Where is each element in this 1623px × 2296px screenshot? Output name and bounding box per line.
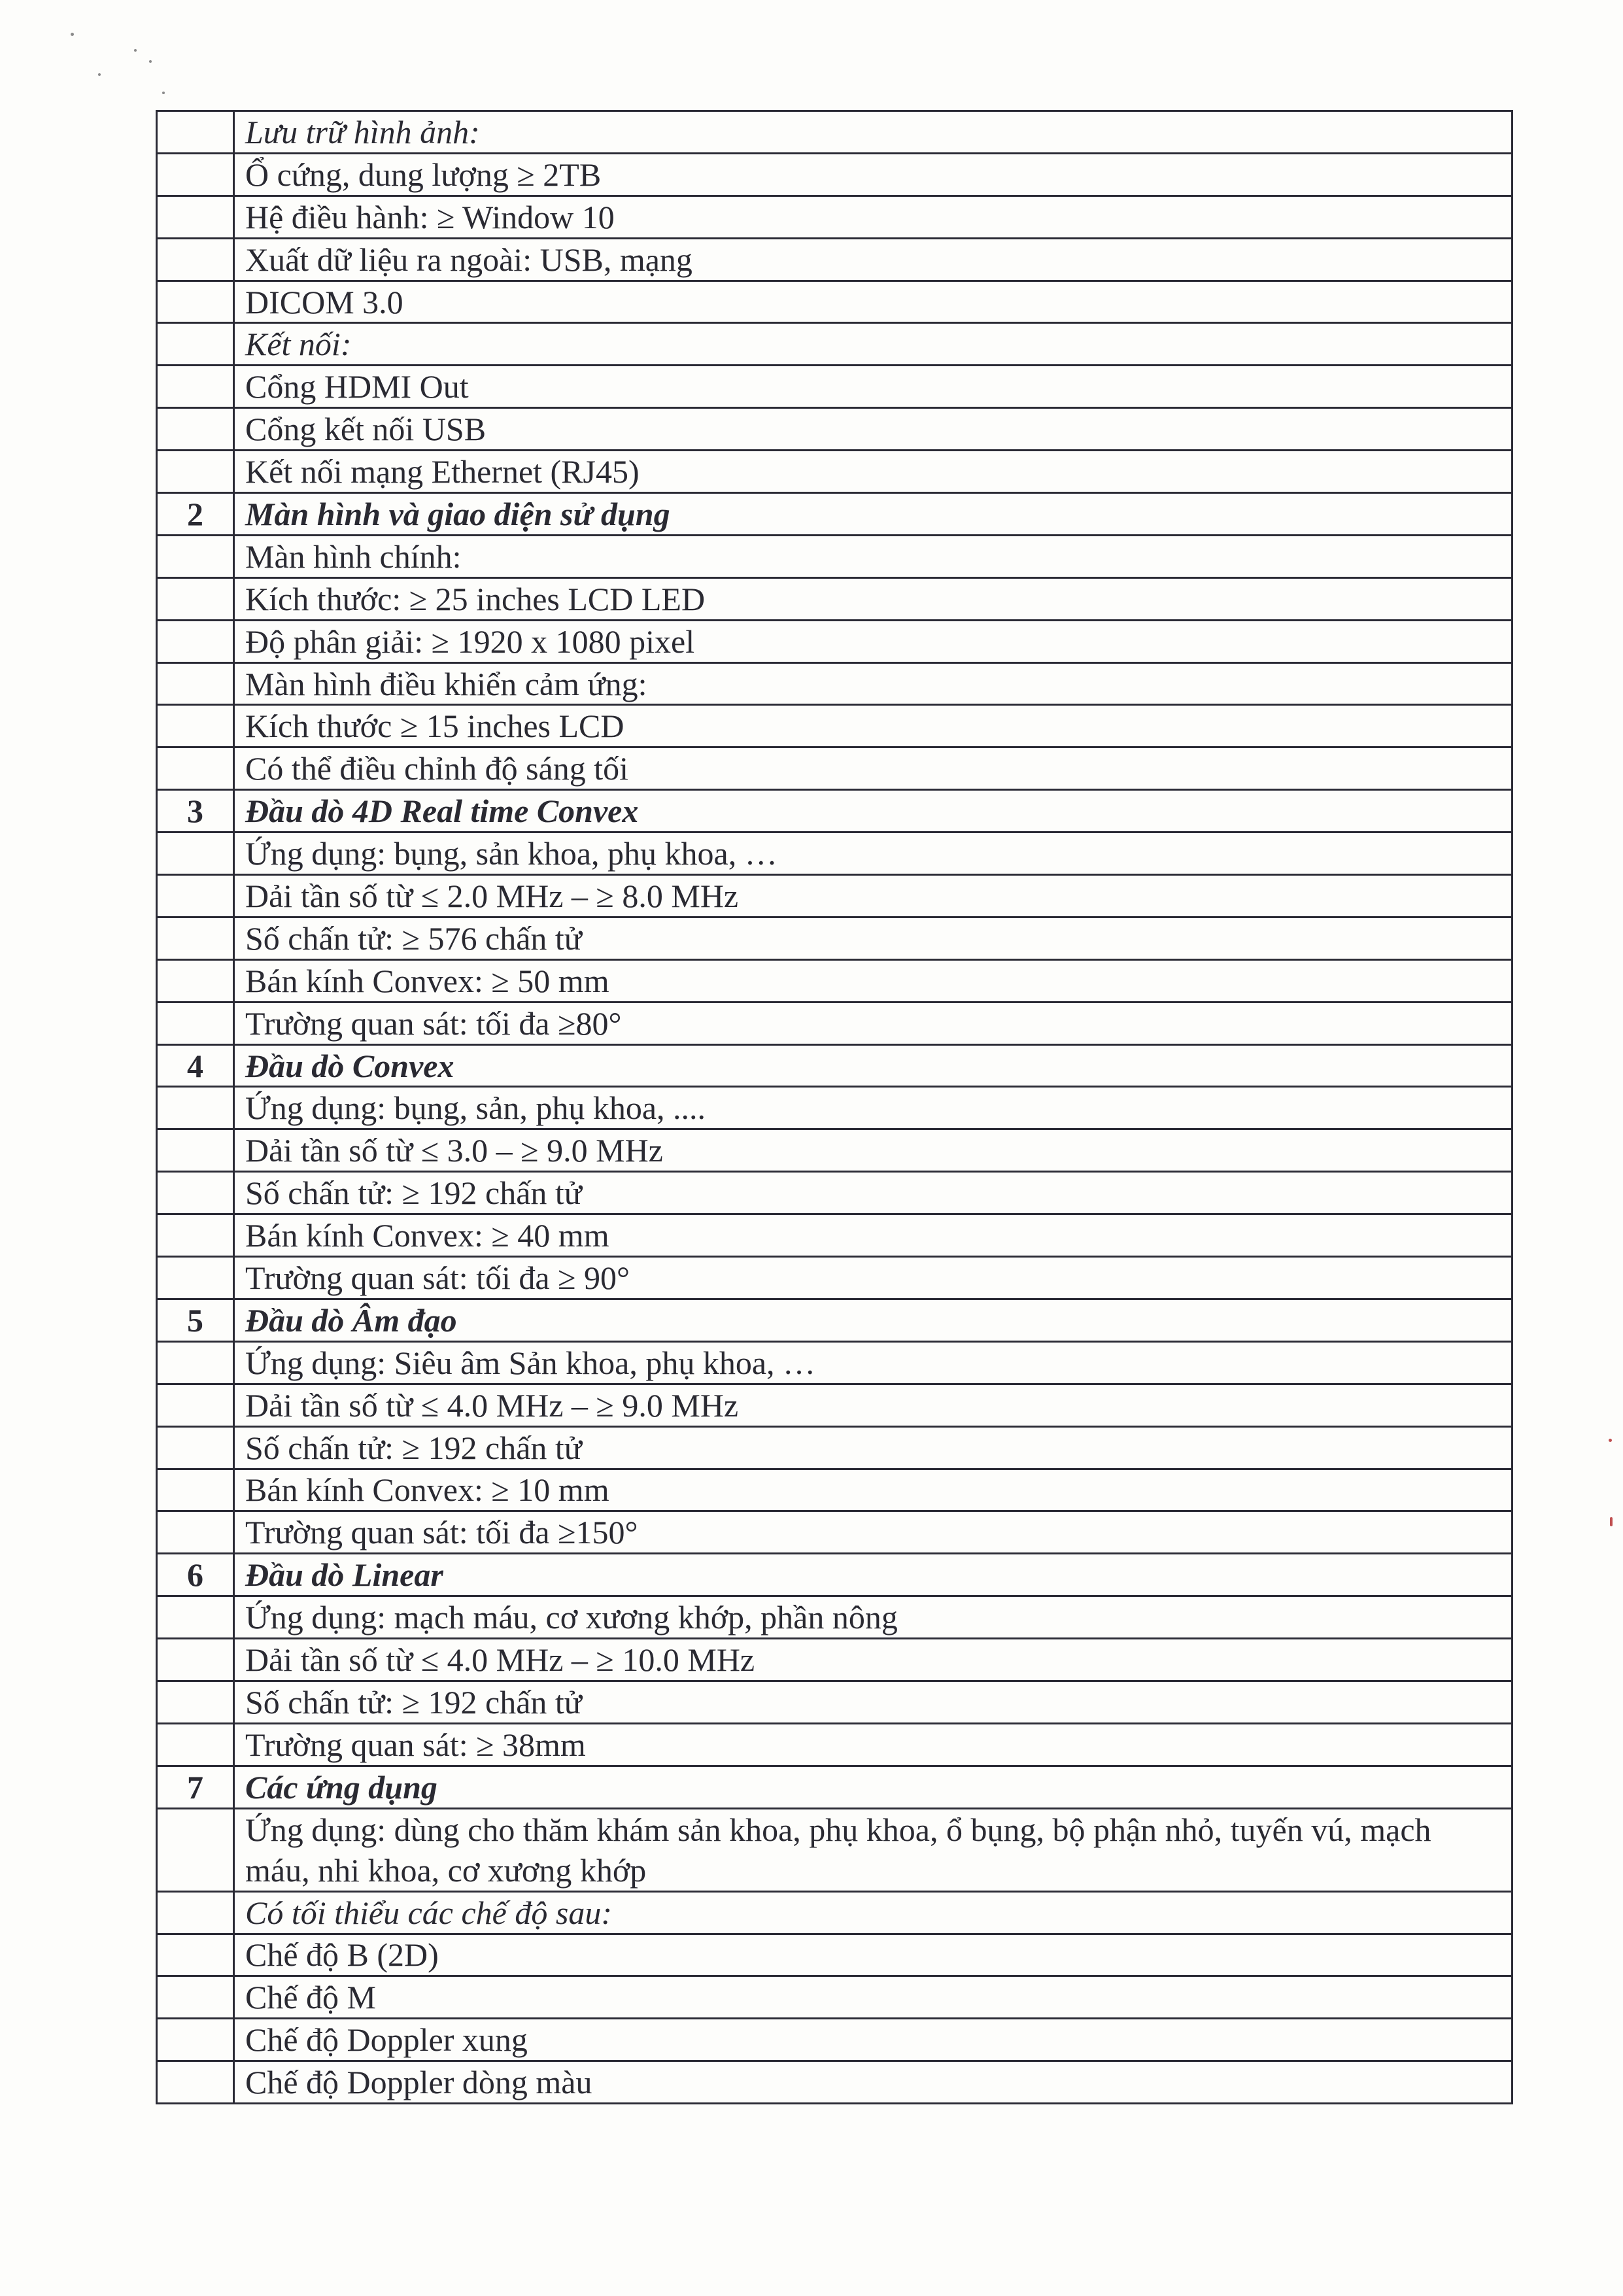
spec-row	[157, 705, 1512, 747]
spec-row	[157, 747, 1512, 790]
spec-row	[157, 281, 1512, 323]
row-number: 2	[157, 493, 234, 536]
row-number	[157, 196, 234, 238]
spec-row	[157, 1384, 1512, 1426]
spec-row	[157, 959, 1512, 1002]
row-number	[157, 662, 234, 705]
spec-text: Trường quan sát: tối đa ≥ 90°	[234, 1257, 1512, 1299]
spec-row	[157, 1426, 1512, 1469]
row-number	[157, 535, 234, 577]
spec-row	[157, 1172, 1512, 1214]
row-number	[157, 1681, 234, 1723]
spec-row	[157, 2019, 1512, 2061]
spec-row	[157, 1681, 1512, 1723]
row-number	[157, 1469, 234, 1511]
row-number	[157, 1257, 234, 1299]
row-number	[157, 1172, 234, 1214]
row-number	[157, 1426, 234, 1469]
row-number	[157, 1002, 234, 1044]
spec-text: Dải tần số từ ≤ 4.0 MHz – ≥ 9.0 MHz	[234, 1384, 1512, 1426]
row-number	[157, 959, 234, 1002]
row-number: 5	[157, 1299, 234, 1341]
spec-row	[157, 1639, 1512, 1681]
spec-row	[157, 577, 1512, 620]
scan-speck	[98, 73, 101, 76]
row-number	[157, 577, 234, 620]
spec-row	[157, 1976, 1512, 2019]
row-number	[157, 1639, 234, 1681]
section-title: Đầu dò Linear	[234, 1554, 1512, 1596]
spec-text: Số chấn tử: ≥ 192 chấn tử	[234, 1426, 1512, 1469]
spec-text: DICOM 3.0	[234, 281, 1512, 323]
scan-speck	[149, 60, 152, 63]
spec-text: Ứng dụng: Siêu âm Sản khoa, phụ khoa, …	[234, 1341, 1512, 1384]
row-number	[157, 1976, 234, 2019]
spec-row	[157, 1002, 1512, 1044]
spec-text: Kết nối:	[234, 323, 1512, 366]
row-number	[157, 451, 234, 493]
row-number: 3	[157, 790, 234, 832]
row-number	[157, 2019, 234, 2061]
spec-text: Số chấn tử: ≥ 576 chấn tử	[234, 917, 1512, 959]
spec-row	[157, 1723, 1512, 1766]
spec-row	[157, 832, 1512, 875]
spec-row	[157, 662, 1512, 705]
spec-row	[157, 1469, 1512, 1511]
row-number	[157, 1511, 234, 1554]
spec-text: Trường quan sát: tối đa ≥150°	[234, 1511, 1512, 1554]
section-title: Đầu dò Convex	[234, 1044, 1512, 1087]
section-title: Đầu dò Âm đạo	[234, 1299, 1512, 1341]
row-number: 4	[157, 1044, 234, 1087]
row-number	[157, 238, 234, 281]
row-number	[157, 705, 234, 747]
spec-text: Trường quan sát: tối đa ≥80°	[234, 1002, 1512, 1044]
spec-text: Màn hình chính:	[234, 535, 1512, 577]
scan-speck	[71, 33, 74, 36]
spec-row	[157, 1808, 1512, 1891]
spec-text: Bán kính Convex: ≥ 40 mm	[234, 1214, 1512, 1257]
spec-row	[157, 1934, 1512, 1976]
spec-row	[157, 366, 1512, 408]
spec-row	[157, 1341, 1512, 1384]
section-title: Các ứng dụng	[234, 1766, 1512, 1808]
section-title: Màn hình và giao diện sử dụng	[234, 493, 1512, 536]
spec-text: Ổ cứng, dung lượng ≥ 2TB	[234, 153, 1512, 196]
section-header-row	[157, 790, 1512, 832]
spec-row	[157, 153, 1512, 196]
row-number	[157, 1596, 234, 1639]
spec-text: Chế độ Doppler dòng màu	[234, 2061, 1512, 2104]
row-number	[157, 917, 234, 959]
spec-text: Dải tần số từ ≤ 2.0 MHz – ≥ 8.0 MHz	[234, 875, 1512, 917]
specification-table-body	[157, 111, 1512, 2104]
row-number	[157, 153, 234, 196]
section-header-row	[157, 1766, 1512, 1808]
spec-text: Kích thước ≥ 15 inches LCD	[234, 705, 1512, 747]
spec-text: Số chấn tử: ≥ 192 chấn tử	[234, 1172, 1512, 1214]
row-number	[157, 281, 234, 323]
row-number	[157, 875, 234, 917]
spec-row	[157, 1214, 1512, 1257]
spec-row	[157, 323, 1512, 366]
spec-text: Chế độ B (2D)	[234, 1934, 1512, 1976]
row-number	[157, 1341, 234, 1384]
row-number	[157, 111, 234, 154]
spec-text: Chế độ M	[234, 1976, 1512, 2019]
row-number	[157, 1891, 234, 1934]
spec-row	[157, 535, 1512, 577]
spec-text: Kết nối mạng Ethernet (RJ45)	[234, 451, 1512, 493]
scan-speck	[1610, 1517, 1613, 1526]
row-number	[157, 832, 234, 875]
spec-row	[157, 1087, 1512, 1129]
spec-text: Bán kính Convex: ≥ 50 mm	[234, 959, 1512, 1002]
row-number	[157, 366, 234, 408]
row-number	[157, 1808, 234, 1891]
spec-text: Trường quan sát: ≥ 38mm	[234, 1723, 1512, 1766]
spec-row	[157, 917, 1512, 959]
section-header-row	[157, 493, 1512, 536]
spec-row	[157, 1891, 1512, 1934]
specification-table	[156, 110, 1513, 2104]
spec-text: Lưu trữ hình ảnh:	[234, 111, 1512, 154]
spec-text: Hệ điều hành: ≥ Window 10	[234, 196, 1512, 238]
spec-text: Có tối thiểu các chế độ sau:	[234, 1891, 1512, 1934]
spec-row	[157, 1511, 1512, 1554]
scan-speck	[134, 49, 137, 52]
row-number	[157, 1723, 234, 1766]
row-number	[157, 1087, 234, 1129]
row-number	[157, 2061, 234, 2104]
spec-row	[157, 620, 1512, 662]
spec-text: Dải tần số từ ≤ 3.0 – ≥ 9.0 MHz	[234, 1129, 1512, 1172]
spec-text: Ứng dụng: bụng, sản, phụ khoa, ....	[234, 1087, 1512, 1129]
spec-text: Có thể điều chỉnh độ sáng tối	[234, 747, 1512, 790]
spec-text: Cổng HDMI Out	[234, 366, 1512, 408]
row-number	[157, 747, 234, 790]
spec-text: Ứng dụng: dùng cho thăm khám sản khoa, phụ khoa, ổ bụng, bộ phận nhỏ, tuyến vú, mạch máu, nhi khoa, cơ xương khớp	[234, 1808, 1512, 1891]
spec-text: Cổng kết nối USB	[234, 408, 1512, 451]
spec-row	[157, 875, 1512, 917]
row-number: 6	[157, 1554, 234, 1596]
spec-text: Bán kính Convex: ≥ 10 mm	[234, 1469, 1512, 1511]
spec-text: Độ phân giải: ≥ 1920 x 1080 pixel	[234, 620, 1512, 662]
row-number	[157, 323, 234, 366]
spec-row	[157, 408, 1512, 451]
row-number	[157, 408, 234, 451]
spec-text: Xuất dữ liệu ra ngoài: USB, mạng	[234, 238, 1512, 281]
row-number	[157, 1129, 234, 1172]
spec-row	[157, 196, 1512, 238]
spec-row	[157, 238, 1512, 281]
spec-text: Màn hình điều khiển cảm ứng:	[234, 662, 1512, 705]
spec-row	[157, 2061, 1512, 2104]
row-number: 7	[157, 1766, 234, 1808]
scan-speck	[162, 92, 165, 94]
spec-text: Kích thước: ≥ 25 inches LCD LED	[234, 577, 1512, 620]
spec-text: Dải tần số từ ≤ 4.0 MHz – ≥ 10.0 MHz	[234, 1639, 1512, 1681]
row-number	[157, 620, 234, 662]
spec-text: Ứng dụng: bụng, sản khoa, phụ khoa, …	[234, 832, 1512, 875]
spec-text: Chế độ Doppler xung	[234, 2019, 1512, 2061]
spec-text: Số chấn tử: ≥ 192 chấn tử	[234, 1681, 1512, 1723]
spec-text: Ứng dụng: mạch máu, cơ xương khớp, phần nông	[234, 1596, 1512, 1639]
spec-row	[157, 1129, 1512, 1172]
spec-row	[157, 111, 1512, 154]
spec-row	[157, 451, 1512, 493]
section-header-row	[157, 1044, 1512, 1087]
row-number	[157, 1214, 234, 1257]
spec-row	[157, 1596, 1512, 1639]
section-title: Đầu dò 4D Real time Convex	[234, 790, 1512, 832]
section-header-row	[157, 1299, 1512, 1341]
row-number	[157, 1384, 234, 1426]
section-header-row	[157, 1554, 1512, 1596]
scan-speck	[1609, 1439, 1612, 1442]
row-number	[157, 1934, 234, 1976]
spec-row	[157, 1257, 1512, 1299]
